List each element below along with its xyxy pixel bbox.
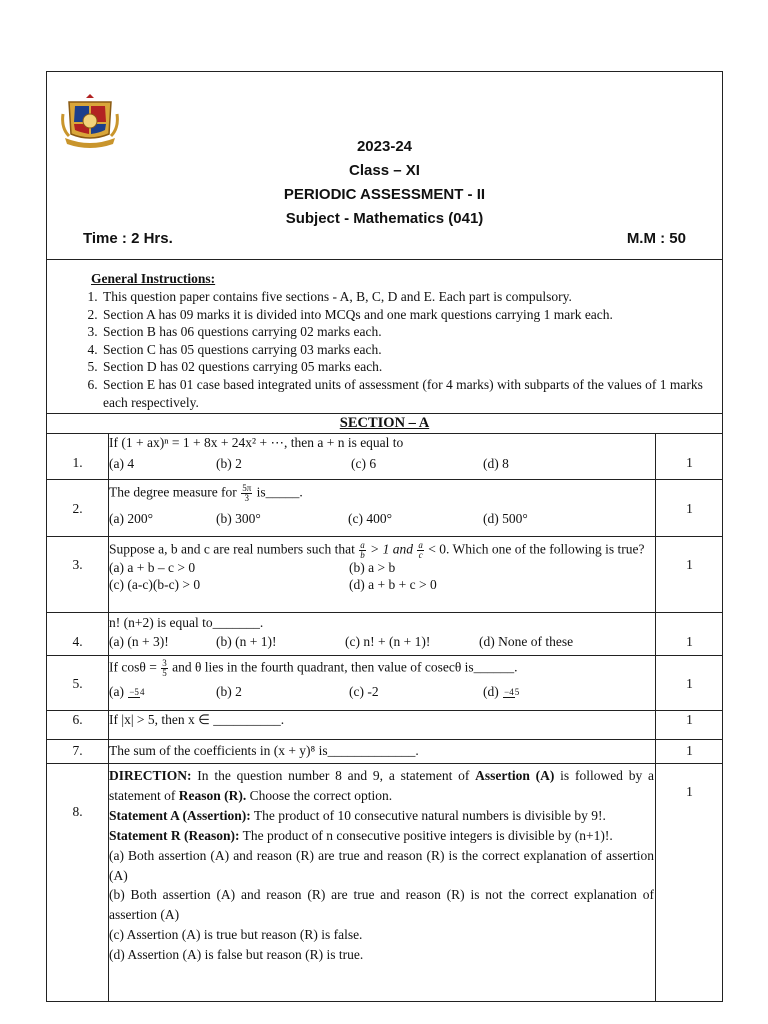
option: (b) 2 [216, 455, 242, 471]
fraction [128, 688, 144, 698]
time-label: Time : 2 Hrs. [83, 230, 173, 247]
option-label: (d) [483, 684, 499, 699]
option [109, 684, 216, 701]
question-stem: If |x| > 5, then x ∈ __________. [109, 712, 285, 727]
instructions-list [75, 288, 717, 411]
option: (d) 500° [483, 511, 528, 526]
option: (b) Both assertion (A) and reason (R) are true and reason (R) is not the correct explanation of assertion (A) [109, 887, 654, 923]
question-row [47, 711, 722, 740]
text-part: The product of n consecutive positive integers is divisible by (n+1)!. [239, 827, 613, 843]
general-instructions [47, 259, 722, 414]
numerator: −5 [129, 686, 139, 697]
denominator: 4 [139, 686, 145, 697]
option: (a) 200° [109, 511, 154, 526]
text-part: is followed by a statement of [109, 768, 654, 803]
numerator: a [360, 540, 365, 550]
option-list [109, 560, 654, 577]
option: (c) n! + (n + 1)! [345, 633, 431, 649]
option: (a) Both assertion (A) and reason (R) are true and reason (R) is the correct explanation of assertion (A) [109, 847, 654, 883]
assertion-label: Statement A (Assertion): [109, 807, 251, 823]
instruction-item: 2. Section A has 09 marks it is divided into MCQs and one mark questions carrying 1 mark each. [101, 306, 711, 324]
option: (c) (a-c)(b-c) > 0 [109, 576, 201, 592]
option: (a) a + b – c > 0 [109, 560, 196, 575]
option: (d) 8 [483, 455, 509, 471]
stem-part: The degree measure for [109, 484, 237, 500]
class-label: Class – XI [349, 162, 420, 179]
numerator: 5π [242, 483, 252, 493]
paper-header [47, 72, 722, 260]
option-label: (a) [109, 684, 124, 699]
option: (c) 400° [348, 511, 393, 526]
question-number: 1. [72, 455, 83, 470]
text-part: In the question number 8 and 9, a statement of [191, 768, 476, 783]
question-number: 3. [72, 557, 83, 572]
stem-part: and θ lies in the fourth quadrant, then value of cosecθ is______. [172, 659, 518, 675]
instruction-item: 4. Section C has 05 questions carrying 03 marks each. [101, 341, 711, 359]
question-number: 2. [72, 501, 83, 516]
instruction-item: 6. Section E has 01 case based integrated units of assessment (for 4 marks) with subparts of the values of 1 marks each respectively. [101, 376, 711, 411]
option-list [109, 634, 654, 651]
subject-label: Subject - Mathematics (041) [285, 210, 484, 227]
fraction [417, 541, 424, 560]
instruction-item: 1. This question paper contains five sections - A, B, C, D and E. Each part is compulsory. [101, 288, 711, 306]
option: (b) a > b [349, 560, 396, 575]
question-row [47, 537, 722, 613]
denominator: c [418, 550, 423, 560]
stem-part: If cosθ = [109, 659, 157, 675]
question-text [109, 712, 654, 729]
fraction [241, 484, 252, 503]
question-stem: n! (n+2) is equal to_______. [109, 615, 264, 630]
marks: 1 [686, 557, 693, 572]
direction-label: DIRECTION: [109, 768, 192, 783]
denominator: 3 [244, 493, 249, 503]
question-row [47, 433, 722, 480]
question-text [109, 541, 654, 594]
question-number: 7. [72, 743, 83, 758]
assertion-statement [109, 806, 654, 826]
instruction-item: 5. Section D has 02 questions carrying 05 marks each. [101, 358, 711, 376]
instructions-title: General Instructions: [91, 271, 216, 286]
marks: 1 [686, 676, 693, 691]
question-row [47, 480, 722, 537]
option: (a) (n + 3)! [109, 633, 169, 649]
reason-label: Statement R (Reason): [109, 827, 240, 843]
marks: 1 [686, 784, 693, 799]
option: (b) 2 [216, 684, 242, 699]
academic-year: 2023-24 [356, 138, 413, 155]
option: (d) Assertion (A) is false but reason (R) is true. [109, 947, 364, 963]
stem-part: < 0. Which one of the following is true? [428, 541, 645, 557]
question-text [109, 659, 654, 701]
question-text [109, 766, 654, 965]
text-part: Assertion (A) [475, 768, 555, 783]
option-list [109, 511, 654, 528]
stem-part: > 1 and [370, 541, 414, 557]
question-stem: If (1 + ax)ⁿ = 1 + 8x + 24x² + ⋯, then a + n is equal to [109, 435, 404, 450]
option: (d) a + b + c > 0 [349, 576, 437, 592]
question-stem [109, 659, 654, 678]
denominator: b [360, 550, 365, 560]
numerator: a [418, 540, 423, 550]
option-list [109, 456, 654, 473]
marks: 1 [686, 455, 693, 470]
question-row [47, 764, 722, 1003]
marks: 1 [686, 712, 693, 727]
numerator: −4 [504, 686, 514, 697]
exam-title: PERIODIC ASSESSMENT - II [283, 186, 486, 203]
question-stem: The sum of the coefficients in (x + y)⁸ is_____________. [109, 743, 419, 758]
fraction [503, 688, 519, 698]
question-row [47, 656, 722, 711]
question-text [109, 435, 654, 473]
stem-part: is_____. [256, 484, 303, 500]
marks: 1 [686, 501, 693, 516]
denominator: 5 [514, 686, 520, 697]
question-text [109, 615, 654, 651]
denominator: 5 [162, 668, 167, 678]
stem-part: Suppose a, b and c are real numbers such that [109, 541, 355, 557]
question-stem [109, 484, 654, 503]
question-row [47, 613, 722, 656]
option: (b) 300° [216, 511, 261, 526]
question-row [47, 740, 722, 764]
fraction [359, 541, 366, 560]
marks: 1 [686, 634, 693, 649]
option-list [109, 684, 654, 701]
option: (c) 6 [351, 455, 377, 471]
question-number: 6. [72, 712, 83, 727]
option: (b) (n + 1)! [216, 633, 277, 649]
text-part: The product of 10 consecutive natural numbers is divisible by 9!. [250, 807, 606, 823]
option: (c) -2 [349, 684, 379, 699]
question-stem [109, 541, 654, 560]
instruction-item: 3. Section B has 06 questions carrying 02 marks each. [101, 323, 711, 341]
option: (c) Assertion (A) is true but reason (R) is false. [109, 927, 363, 943]
question-text [109, 743, 654, 760]
numerator: 3 [162, 658, 167, 668]
option: (a) 4 [109, 455, 135, 471]
marks: 1 [686, 743, 693, 758]
text-part: Reason (R). [178, 787, 247, 803]
question-number: 4. [72, 634, 83, 649]
option-list [109, 577, 654, 594]
question-text [109, 484, 654, 528]
text-part: Choose the correct option. [246, 787, 393, 803]
question-number: 5. [72, 676, 83, 691]
question-paper [46, 71, 723, 1002]
max-marks-label: M.M : 50 [626, 230, 686, 247]
option: (d) None of these [479, 633, 574, 649]
section-a-title: SECTION – A [47, 413, 722, 434]
fraction [161, 659, 168, 678]
reason-statement [109, 826, 654, 846]
question-number: 8. [72, 804, 83, 819]
direction-text [109, 766, 654, 806]
option [483, 684, 520, 701]
